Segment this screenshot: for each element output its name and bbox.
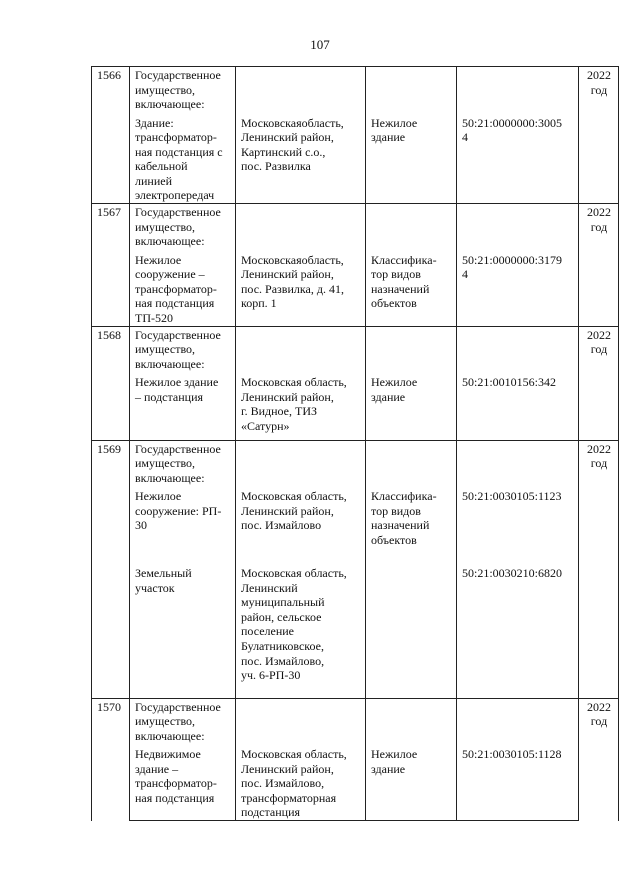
record-year: 2022 год	[579, 326, 619, 440]
item-type	[366, 565, 457, 698]
item-type: Классифика- тор видов назначений объектов	[366, 488, 457, 565]
record-group-label: Государственное имущество, включающее:	[130, 204, 236, 252]
item-name: Здание: трансформатор- ная подстанция с кабельной линией электропередач	[130, 115, 236, 204]
item-cadastral-number: 50:21:0030210:6820	[457, 565, 579, 698]
item-address: Московская область, Ленинский район, пос. Измайлово	[236, 488, 366, 565]
item-name: Нежилое сооружение: РП- 30	[130, 488, 236, 565]
record-item-row	[92, 115, 619, 204]
item-name: Недвижимое здание – трансформатор- ная подстанция	[130, 746, 236, 820]
record-number: 1569	[92, 440, 130, 698]
item-address: Московскаяобласть, Ленинский район, Картинский с.о., пос. Развилка	[236, 115, 366, 204]
record-item-row	[92, 488, 619, 565]
record-item-row	[92, 565, 619, 698]
item-name: Нежилое здание – подстанция	[130, 374, 236, 440]
property-register-table	[91, 66, 619, 821]
record-year: 2022 год	[579, 204, 619, 326]
record-item-row	[92, 252, 619, 326]
item-address: Московскаяобласть, Ленинский район, пос. Развилка, д. 41, корп. 1	[236, 252, 366, 326]
record-1570-header-row	[92, 698, 619, 746]
item-type: Нежилое здание	[366, 746, 457, 820]
record-1566-header-row	[92, 67, 619, 115]
item-address: Московская область, Ленинский муниципальный район, сельское поселение Булатниковское, пос. Измайлово, уч. 6-РП-30	[236, 565, 366, 698]
item-cadastral-number: 50:21:0000000:3179 4	[457, 252, 579, 326]
record-group-label: Государственное имущество, включающее:	[130, 440, 236, 488]
record-number: 1566	[92, 67, 130, 204]
item-cadastral-number: 50:21:0000000:3005 4	[457, 115, 579, 204]
record-1567-header-row	[92, 204, 619, 252]
item-cadastral-number: 50:21:0030105:1128	[457, 746, 579, 820]
record-number: 1567	[92, 204, 130, 326]
record-item-row	[92, 746, 619, 820]
record-1569-header-row	[92, 440, 619, 488]
record-year: 2022 год	[579, 698, 619, 820]
record-number: 1568	[92, 326, 130, 440]
item-type: Нежилое здание	[366, 374, 457, 440]
record-year: 2022 год	[579, 440, 619, 698]
record-year: 2022 год	[579, 67, 619, 204]
page-number: 107	[310, 37, 330, 52]
item-type: Нежилое здание	[366, 115, 457, 204]
item-name: Нежилое сооружение – трансформатор- ная подстанция ТП-520	[130, 252, 236, 326]
record-group-label: Государственное имущество, включающее:	[130, 326, 236, 374]
item-address: Московская область, Ленинский район, пос. Измайлово, трансформаторная подстанция	[236, 746, 366, 820]
record-group-label: Государственное имущество, включающее:	[130, 67, 236, 115]
record-group-label: Государственное имущество, включающее:	[130, 698, 236, 746]
record-1568-header-row	[92, 326, 619, 374]
item-name: Земельный участок	[130, 565, 236, 698]
item-cadastral-number: 50:21:0030105:1123	[457, 488, 579, 565]
item-type: Классифика- тор видов назначений объектов	[366, 252, 457, 326]
record-item-row	[92, 374, 619, 440]
item-address: Московская область, Ленинский район, г. Видное, ТИЗ «Сатурн»	[236, 374, 366, 440]
item-cadastral-number: 50:21:0010156:342	[457, 374, 579, 440]
record-number: 1570	[92, 698, 130, 820]
